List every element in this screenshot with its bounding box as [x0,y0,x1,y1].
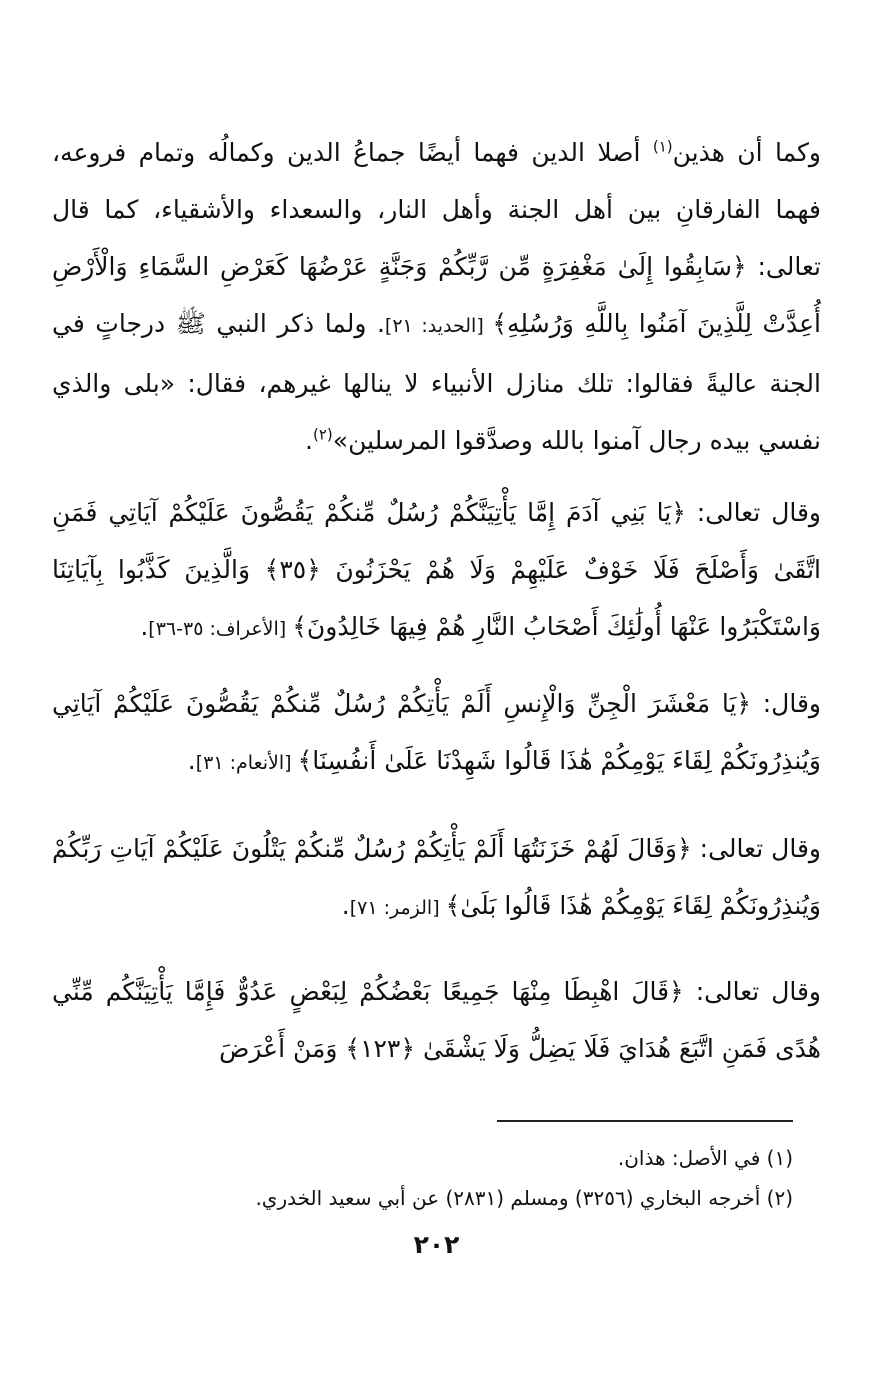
paragraph-2-text-c: . [140,612,149,641]
page-number: ٢٠٢ [413,1230,460,1259]
footnote-2: (٢) أخرجه البخاري (٣٢٥٦) ومسلم (٢٨٣١) عن أبي سعيد الخدري. [255,1186,793,1210]
footnote-divider [497,1120,793,1122]
paragraph-4-text-c: . [341,891,350,920]
paragraph-5-text-a: وقال تعالى: [683,977,821,1006]
footnote-marker-2: (٢) [313,425,333,444]
verse-reference-2: [الأعراف: ٣٥-٣٦] [148,618,293,640]
verse-reference-4: [الزمر: ٧١] [349,897,446,919]
quran-verse-2: ﴿يَا بَنِي آدَمَ إِمَّا يَأْتِيَنَّكُمْ رُسُلٌ مِّنكُمْ يَقُصُّونَ عَلَيْكُمْ آيَاتِي فَمَنِ اتَّقَىٰ وَأَصْلَحَ فَلَا خَوْفٌ عَلَيْهِمْ وَلَا هُمْ يَحْزَنُونَ ﴿٣٥﴾ وَالَّذِينَ كَذَّبُوا بِآيَاتِنَا وَاسْتَكْبَرُوا عَنْهَا أُولَٰئِكَ أَصْحَابُ النَّارِ هُمْ فِيهَا خَالِدُونَ﴾ [52,498,821,641]
quran-verse-5: ﴿قَالَ اهْبِطَا مِنْهَا جَمِيعًا بَعْضُكُمْ لِبَعْضٍ عَدُوٌّ فَإِمَّا يَأْتِيَنَّكُم مِّنِّي هُدًى فَمَنِ اتَّبَعَ هُدَايَ فَلَا يَضِلُّ وَلَا يَشْقَىٰ ﴿١٢٣﴾ وَمَنْ أَعْرَضَ [52,977,821,1063]
quran-verse-3: ﴿يَا مَعْشَرَ الْجِنِّ وَالْإِنسِ أَلَمْ يَأْتِكُمْ رُسُلٌ مِّنكُمْ يَقُصُّونَ عَلَيْكُمْ آيَاتِي وَيُنذِرُونَكُمْ لِقَاءَ يَوْمِكُمْ هَٰذَا قَالُوا شَهِدْنَا عَلَىٰ أَنفُسِنَا﴾ [52,689,821,775]
verse-reference-3: [الأنعام: ٣١] [195,752,298,774]
paragraph-1-text-c: . ولما ذكر النبي ﷺ درجاتٍ في الجنة عاليةً فقالوا: تلك منازل الأنبياء لا ينالها غيرهم، فقال: «بلى والذي نفسي بيده رجال آمنوا بالله وصدَّقوا المرسلين» [52,309,821,455]
footnote-marker-1: (١) [652,137,673,156]
paragraph-4-text-a: وقال تعالى: [691,834,821,863]
paragraph-2-text-a: وقال تعالى: [685,498,821,527]
paragraph-5 [52,963,821,1077]
paragraph-1 [52,124,821,469]
footnotes [52,1138,793,1218]
paragraph-4 [52,820,821,937]
footnote-1: (١) في الأصل: هذان. [617,1146,793,1170]
paragraph-3-text-a: وقال: [751,689,821,718]
paragraph-1-text-d: . [305,426,313,455]
paragraph-2 [52,484,821,658]
paragraph-1-text-b: أصلا الدين فهما أيضًا جماعُ الدين وكمالُه وتمام فروعه، فهما الفارقانِ بين أهل الجنة وأهل النار، والسعداء والأشقياء، كما قال تعالى: [52,138,821,281]
quran-verse-4: ﴿وَقَالَ لَهُمْ خَزَنَتُهَا أَلَمْ يَأْتِكُمْ رُسُلٌ مِّنكُمْ يَتْلُونَ عَلَيْكُمْ آيَاتِ رَبِّكُمْ وَيُنذِرُونَكُمْ لِقَاءَ يَوْمِكُمْ هَٰذَا قَالُوا بَلَىٰ﴾ [52,834,821,920]
paragraph-3 [52,675,821,792]
verse-reference-1: [الحديد: ٢١] [384,315,493,337]
paragraph-3-text-c: . [187,746,196,775]
quran-verse-1: ﴿سَابِقُوا إِلَىٰ مَغْفِرَةٍ مِّن رَّبِّكُمْ وَجَنَّةٍ عَرْضُهَا كَعَرْضِ السَّمَاءِ وَالْأَرْضِ أُعِدَّتْ لِلَّذِينَ آمَنُوا بِاللَّهِ وَرُسُلِهِ﴾ [52,252,821,338]
paragraph-1-text-a: وكما أن هذين [672,138,821,167]
